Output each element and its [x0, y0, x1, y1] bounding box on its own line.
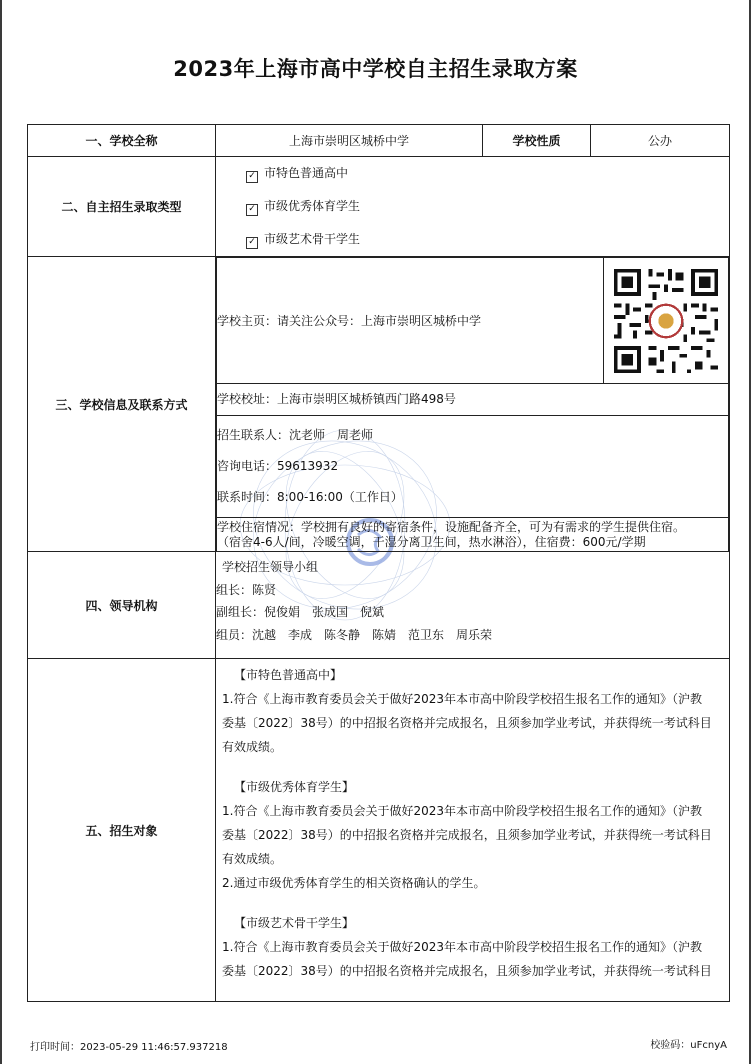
qr-code-icon: [610, 265, 722, 377]
label-school-name: 一、学校全称: [28, 125, 216, 157]
section-line: 有效成绩。: [222, 740, 283, 754]
checked-checkbox-icon: ✓: [246, 237, 258, 249]
checked-checkbox-icon: ✓: [246, 204, 258, 216]
phone-text: 咨询电话：59613932: [217, 459, 339, 473]
admission-targets-cell: [216, 659, 730, 1002]
type-item-label: 市级艺术骨干学生: [264, 232, 361, 246]
contact-hours-text: 联系时间：8:00-16:00（工作日）: [217, 490, 403, 504]
page-title: 2023年上海市高中学校自主招生录取方案: [173, 57, 578, 81]
type-item: [216, 223, 729, 256]
section-line: 1.符合《上海市教育委员会关于做好2023年本市高中阶段学校招生报名工作的通知》（沪教: [222, 940, 702, 954]
section-line: 有效成绩。: [222, 852, 283, 866]
label-leadership: 四、领导机构: [28, 552, 216, 659]
section-line: 1.符合《上海市教育委员会关于做好2023年本市高中阶段学校招生报名工作的通知》（沪教: [222, 804, 702, 818]
school-type-value: 公办: [591, 125, 730, 157]
dorm-text-line2: （宿舍4-6人/间，冷暖空调，干湿分离卫生间，热水淋浴），住宿费：600元/学期: [217, 535, 646, 549]
print-time: 打印时间：2023-05-29 11:46:57.937218: [30, 1042, 228, 1053]
section-line: 1.符合《上海市教育委员会关于做好2023年本市高中阶段学校招生报名工作的通知》（沪教: [222, 692, 702, 706]
section-line: 2.通过市级优秀体育学生的相关资格确认的学生。: [222, 876, 486, 890]
page-edge-left: [0, 0, 2, 1064]
row-school-name: [28, 125, 730, 157]
row-admission-targets: [28, 659, 730, 1002]
row-school-info: [28, 257, 730, 552]
section-line: 委基〔2022〕38号）的中招报名资格并完成报名，且须参加学业考试，并获得统一考试科目: [222, 716, 712, 730]
section-heading: 【市特色普通高中】: [234, 668, 343, 682]
dorm-block: [217, 518, 729, 552]
label-school-info: 三、学校信息及联系方式: [28, 257, 216, 552]
targets-content: [216, 659, 729, 983]
section-line: 委基〔2022〕38号）的中招报名资格并完成报名，且须参加学业考试，并获得统一考试科目: [222, 964, 712, 978]
admission-types-cell: [216, 157, 730, 257]
school-name-value: 上海市崇明区城桥中学: [216, 125, 483, 157]
group-name-text: 学校招生领导小组: [222, 560, 319, 574]
members-text: 组员：沈越 李成 陈冬静 陈婧 范卫东 周乐荣: [216, 627, 493, 642]
address-text: 学校校址：上海市崇明区城桥镇西门路498号: [217, 384, 729, 416]
deputy-text: 副组长：倪俊娟 张成国 倪斌: [216, 605, 385, 619]
type-item-label: 市特色普通高中: [264, 166, 349, 180]
contact-block: [217, 416, 729, 518]
dorm-text-line1: 学校住宿情况：学校拥有良好的寄宿条件，设施配备齐全，可为有需求的学生提供住宿。: [217, 520, 686, 534]
label-school-type: 学校性质: [483, 125, 591, 157]
qr-code-cell: [604, 258, 729, 384]
contact-person-text: 招生联系人：沈老师 周老师: [217, 428, 374, 442]
section-heading: 【市级艺术骨干学生】: [234, 916, 355, 930]
checked-checkbox-icon: ✓: [246, 171, 258, 183]
homepage-text: 学校主页：请关注公众号：上海市崇明区城桥中学: [217, 258, 604, 384]
school-info-cell: [216, 257, 730, 552]
type-item-label: 市级优秀体育学生: [264, 199, 361, 213]
section-line: 委基〔2022〕38号）的中招报名资格并完成报名，且须参加学业考试，并获得统一考试科目: [222, 828, 712, 842]
row-admission-types: [28, 157, 730, 257]
admission-table: [27, 124, 730, 1002]
school-info-inner: [216, 257, 729, 551]
row-leadership: [28, 552, 730, 659]
label-admission-targets: 五、招生对象: [28, 659, 216, 1002]
label-admission-types: 二、自主招生录取类型: [28, 157, 216, 257]
section-heading: 【市级优秀体育学生】: [234, 780, 355, 794]
type-item: [216, 190, 729, 223]
check-code: 校验码：uFcnyA: [650, 1040, 727, 1051]
type-item: [216, 157, 729, 190]
leadership-cell: [216, 552, 730, 659]
leader-text: 组长：陈贤: [216, 582, 277, 597]
